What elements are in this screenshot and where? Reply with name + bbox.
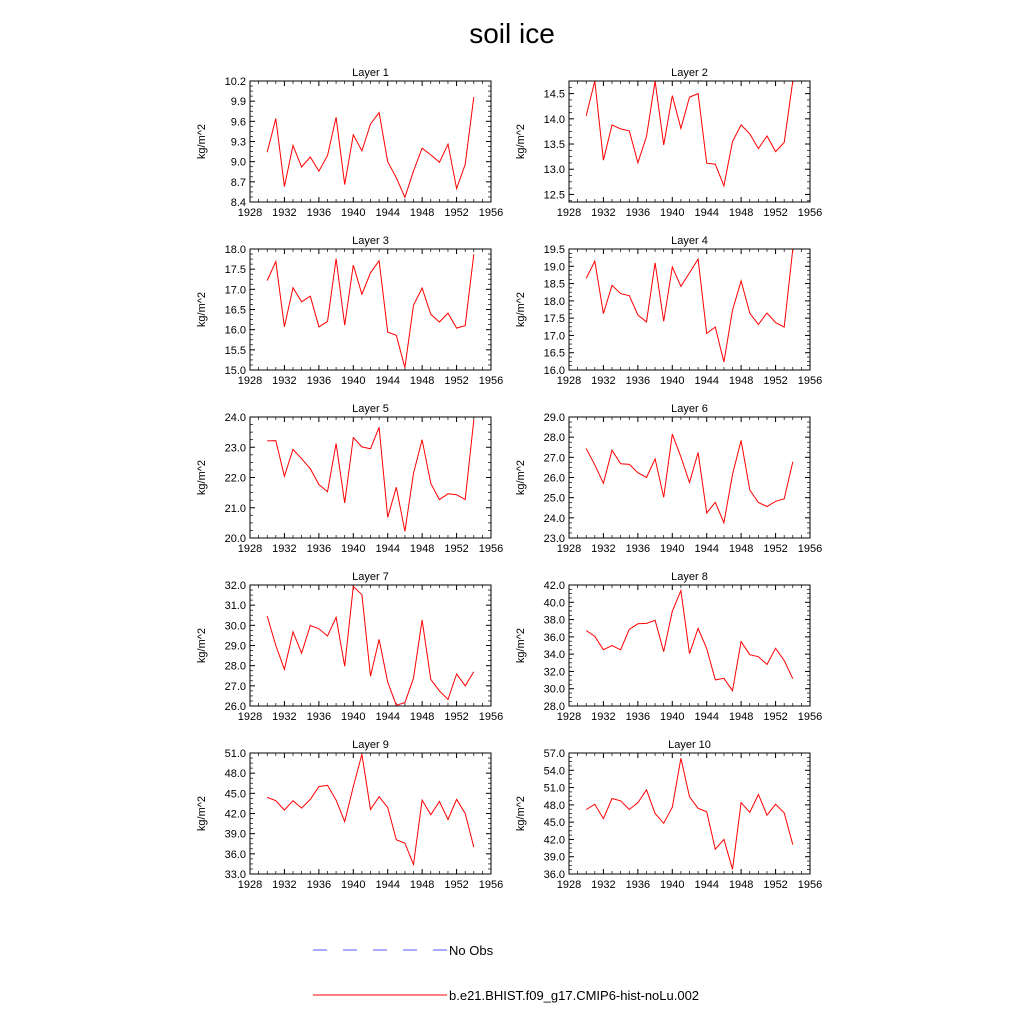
x-tick-label: 1940 xyxy=(341,375,366,387)
x-tick-label: 1944 xyxy=(694,207,719,219)
y-tick-label: 25.0 xyxy=(543,492,565,505)
y-tick-label: 24.0 xyxy=(224,412,246,424)
x-tick-label: 1936 xyxy=(625,879,651,891)
x-tick-label: 1944 xyxy=(375,543,400,555)
y-tick-label: 28.0 xyxy=(543,432,565,445)
y-tick-label: 48.0 xyxy=(543,799,565,812)
panel-title: Layer 5 xyxy=(352,403,389,415)
figure-title: soil ice xyxy=(469,18,555,49)
x-tick-label: 1936 xyxy=(306,879,332,891)
x-tick-label: 1940 xyxy=(341,879,366,891)
series-line-1 xyxy=(586,591,793,691)
y-axis-label: kg/m^2 xyxy=(515,291,527,328)
x-tick-label: 1956 xyxy=(797,375,823,387)
y-tick-label: 8.4 xyxy=(230,197,246,209)
series-line-1 xyxy=(267,97,474,197)
series-line-1 xyxy=(267,754,474,864)
series-line-1 xyxy=(267,420,474,531)
y-tick-label: 42.0 xyxy=(543,834,565,847)
x-tick-label: 1944 xyxy=(694,543,719,555)
y-axis-label: kg/m^2 xyxy=(196,459,208,496)
y-tick-label: 57.0 xyxy=(543,748,565,760)
x-tick-label: 1956 xyxy=(797,543,823,555)
panel-layer-2 xyxy=(515,67,822,219)
y-tick-label: 18.0 xyxy=(224,244,246,256)
x-tick-label: 1948 xyxy=(409,711,435,723)
x-tick-label: 1952 xyxy=(444,543,469,555)
x-tick-label: 1952 xyxy=(763,711,788,723)
x-tick-label: 1940 xyxy=(341,543,366,555)
y-tick-label: 18.0 xyxy=(543,295,565,308)
x-tick-label: 1928 xyxy=(556,543,582,555)
y-tick-label: 18.5 xyxy=(543,278,565,291)
y-tick-label: 32.0 xyxy=(224,580,246,592)
x-tick-label: 1948 xyxy=(728,711,754,723)
x-tick-label: 1956 xyxy=(797,879,823,891)
x-tick-label: 1952 xyxy=(763,207,788,219)
y-tick-label: 32.0 xyxy=(543,666,565,679)
y-tick-label: 17.5 xyxy=(543,313,565,326)
x-tick-label: 1944 xyxy=(375,375,400,387)
panel-title: Layer 6 xyxy=(671,403,708,415)
y-tick-label: 36.0 xyxy=(543,869,565,881)
x-tick-label: 1944 xyxy=(694,711,719,723)
panel-layer-7 xyxy=(196,571,503,723)
x-tick-label: 1956 xyxy=(478,375,504,387)
plot-frame xyxy=(250,753,491,874)
panel-title: Layer 7 xyxy=(352,571,389,583)
y-tick-label: 14.0 xyxy=(543,113,565,126)
y-tick-label: 29.0 xyxy=(543,412,565,424)
x-tick-label: 1956 xyxy=(797,207,823,219)
panels-group xyxy=(196,67,822,891)
series-line-1 xyxy=(586,81,793,186)
y-tick-label: 23.0 xyxy=(224,442,246,455)
x-tick-label: 1936 xyxy=(625,207,651,219)
y-axis-label: kg/m^2 xyxy=(515,795,527,832)
y-tick-label: 17.0 xyxy=(543,330,565,343)
y-tick-label: 51.0 xyxy=(543,782,565,795)
y-axis-label: kg/m^2 xyxy=(196,123,208,160)
panel-title: Layer 1 xyxy=(352,67,389,79)
series-line-1 xyxy=(267,586,474,705)
y-tick-label: 28.0 xyxy=(224,660,246,673)
x-tick-label: 1932 xyxy=(591,375,616,387)
y-tick-label: 26.0 xyxy=(543,472,565,485)
y-axis-label: kg/m^2 xyxy=(196,795,208,832)
y-tick-label: 14.5 xyxy=(543,88,565,101)
x-tick-label: 1940 xyxy=(341,207,366,219)
y-tick-label: 16.5 xyxy=(224,304,246,317)
series-line-1 xyxy=(267,254,474,367)
x-tick-label: 1956 xyxy=(478,711,504,723)
y-tick-label: 26.0 xyxy=(224,701,246,713)
y-tick-label: 31.0 xyxy=(224,600,246,613)
x-tick-label: 1940 xyxy=(660,375,685,387)
plot-frame xyxy=(250,585,491,706)
x-tick-label: 1952 xyxy=(763,879,788,891)
y-tick-label: 10.2 xyxy=(224,76,246,88)
x-tick-label: 1948 xyxy=(409,543,435,555)
y-tick-label: 54.0 xyxy=(543,765,565,778)
y-tick-label: 13.0 xyxy=(543,164,565,177)
x-tick-label: 1948 xyxy=(409,879,435,891)
x-tick-label: 1936 xyxy=(306,207,332,219)
panel-layer-10 xyxy=(515,739,822,891)
x-tick-label: 1956 xyxy=(478,207,504,219)
x-tick-label: 1952 xyxy=(444,207,469,219)
x-tick-label: 1928 xyxy=(237,543,263,555)
y-tick-label: 16.0 xyxy=(224,324,246,337)
x-tick-label: 1948 xyxy=(409,375,435,387)
y-tick-label: 36.0 xyxy=(543,631,565,644)
x-tick-label: 1940 xyxy=(341,711,366,723)
y-tick-label: 39.0 xyxy=(224,828,246,841)
x-tick-label: 1928 xyxy=(556,375,582,387)
x-tick-label: 1952 xyxy=(763,543,788,555)
y-tick-label: 29.0 xyxy=(224,640,246,653)
panel-layer-9 xyxy=(196,739,503,891)
plot-frame xyxy=(250,81,491,202)
y-tick-label: 16.5 xyxy=(543,347,565,360)
x-tick-label: 1948 xyxy=(728,375,754,387)
x-tick-label: 1928 xyxy=(556,711,582,723)
x-tick-label: 1940 xyxy=(660,543,685,555)
x-tick-label: 1952 xyxy=(444,879,469,891)
y-tick-label: 15.5 xyxy=(224,344,246,357)
y-tick-label: 45.0 xyxy=(224,788,246,801)
x-tick-label: 1936 xyxy=(306,543,332,555)
x-tick-label: 1952 xyxy=(444,375,469,387)
x-tick-label: 1944 xyxy=(375,711,400,723)
y-tick-label: 33.0 xyxy=(224,869,246,881)
y-axis-label: kg/m^2 xyxy=(196,627,208,664)
x-tick-label: 1956 xyxy=(797,711,823,723)
y-tick-label: 30.0 xyxy=(224,620,246,633)
x-tick-label: 1948 xyxy=(728,879,754,891)
x-tick-label: 1952 xyxy=(763,375,788,387)
y-tick-label: 9.3 xyxy=(230,136,246,149)
y-tick-label: 24.0 xyxy=(543,512,565,525)
y-tick-label: 42.0 xyxy=(224,808,246,821)
y-tick-label: 48.0 xyxy=(224,768,246,781)
legend xyxy=(313,943,699,1003)
y-tick-label: 45.0 xyxy=(543,817,565,830)
x-tick-label: 1936 xyxy=(625,375,651,387)
x-tick-label: 1940 xyxy=(660,879,685,891)
y-tick-label: 39.0 xyxy=(543,851,565,864)
y-axis-label: kg/m^2 xyxy=(515,123,527,160)
y-tick-label: 12.5 xyxy=(543,189,565,202)
x-tick-label: 1952 xyxy=(444,711,469,723)
plot-frame xyxy=(250,417,491,538)
series-line-1 xyxy=(586,249,793,362)
y-tick-label: 8.7 xyxy=(230,176,246,189)
x-tick-label: 1932 xyxy=(591,543,616,555)
series-line-1 xyxy=(586,758,793,869)
panel-layer-3 xyxy=(196,235,503,387)
y-tick-label: 13.5 xyxy=(543,139,565,152)
y-tick-label: 17.5 xyxy=(224,264,246,277)
y-tick-label: 9.9 xyxy=(230,96,246,109)
y-tick-label: 9.6 xyxy=(230,116,246,129)
y-tick-label: 16.0 xyxy=(543,365,565,377)
panel-layer-1 xyxy=(196,67,503,219)
x-tick-label: 1936 xyxy=(306,711,332,723)
series-line-1 xyxy=(586,434,793,523)
panel-title: Layer 9 xyxy=(352,739,389,751)
y-tick-label: 17.0 xyxy=(224,284,246,297)
panel-layer-8 xyxy=(515,571,822,723)
y-tick-label: 19.0 xyxy=(543,261,565,274)
legend-model-label: b.e21.BHIST.f09_g17.CMIP6-hist-noLu.002 xyxy=(449,988,700,1003)
x-tick-label: 1928 xyxy=(237,879,263,891)
y-tick-label: 15.0 xyxy=(224,365,246,377)
plot-frame xyxy=(569,585,810,706)
plot-frame xyxy=(250,249,491,370)
x-tick-label: 1944 xyxy=(375,207,400,219)
x-tick-label: 1940 xyxy=(660,207,685,219)
panel-title: Layer 4 xyxy=(671,235,708,247)
panel-layer-6 xyxy=(515,403,822,555)
x-tick-label: 1928 xyxy=(237,375,263,387)
y-axis-label: kg/m^2 xyxy=(196,291,208,328)
x-tick-label: 1944 xyxy=(694,879,719,891)
x-tick-label: 1948 xyxy=(409,207,435,219)
y-tick-label: 22.0 xyxy=(224,472,246,485)
y-tick-label: 40.0 xyxy=(543,597,565,610)
y-tick-label: 28.0 xyxy=(543,701,565,713)
x-tick-label: 1928 xyxy=(237,207,263,219)
y-tick-label: 51.0 xyxy=(224,748,246,760)
y-tick-label: 21.0 xyxy=(224,502,246,515)
x-tick-label: 1956 xyxy=(478,879,504,891)
x-tick-label: 1932 xyxy=(272,879,297,891)
x-tick-label: 1944 xyxy=(694,375,719,387)
x-tick-label: 1932 xyxy=(591,711,616,723)
panel-title: Layer 10 xyxy=(668,739,711,751)
y-tick-label: 19.5 xyxy=(543,244,565,256)
x-tick-label: 1940 xyxy=(660,711,685,723)
x-tick-label: 1932 xyxy=(591,879,616,891)
x-tick-label: 1936 xyxy=(625,711,651,723)
x-tick-label: 1932 xyxy=(272,207,297,219)
y-axis-label: kg/m^2 xyxy=(515,627,527,664)
panel-title: Layer 8 xyxy=(671,571,708,583)
x-tick-label: 1948 xyxy=(728,543,754,555)
x-tick-label: 1932 xyxy=(272,375,297,387)
x-tick-label: 1932 xyxy=(272,543,297,555)
y-tick-label: 30.0 xyxy=(543,683,565,696)
x-tick-label: 1928 xyxy=(556,879,582,891)
y-tick-label: 34.0 xyxy=(543,649,565,662)
x-tick-label: 1936 xyxy=(306,375,332,387)
y-tick-label: 20.0 xyxy=(224,533,246,545)
y-tick-label: 23.0 xyxy=(543,533,565,545)
x-tick-label: 1932 xyxy=(272,711,297,723)
y-tick-label: 27.0 xyxy=(224,680,246,693)
x-tick-label: 1944 xyxy=(375,879,400,891)
y-tick-label: 38.0 xyxy=(543,614,565,627)
y-tick-label: 42.0 xyxy=(543,580,565,592)
panel-layer-4 xyxy=(515,235,822,387)
y-axis-label: kg/m^2 xyxy=(515,459,527,496)
y-tick-label: 9.0 xyxy=(230,156,246,169)
plot-frame xyxy=(569,81,810,202)
x-tick-label: 1928 xyxy=(237,711,263,723)
panel-layer-5 xyxy=(196,403,503,555)
legend-no-obs-label: No Obs xyxy=(449,943,494,958)
panel-title: Layer 3 xyxy=(352,235,389,247)
x-tick-label: 1936 xyxy=(625,543,651,555)
panel-title: Layer 2 xyxy=(671,67,708,79)
y-tick-label: 27.0 xyxy=(543,452,565,465)
x-tick-label: 1932 xyxy=(591,207,616,219)
x-tick-label: 1948 xyxy=(728,207,754,219)
x-tick-label: 1928 xyxy=(556,207,582,219)
y-tick-label: 36.0 xyxy=(224,848,246,861)
x-tick-label: 1956 xyxy=(478,543,504,555)
